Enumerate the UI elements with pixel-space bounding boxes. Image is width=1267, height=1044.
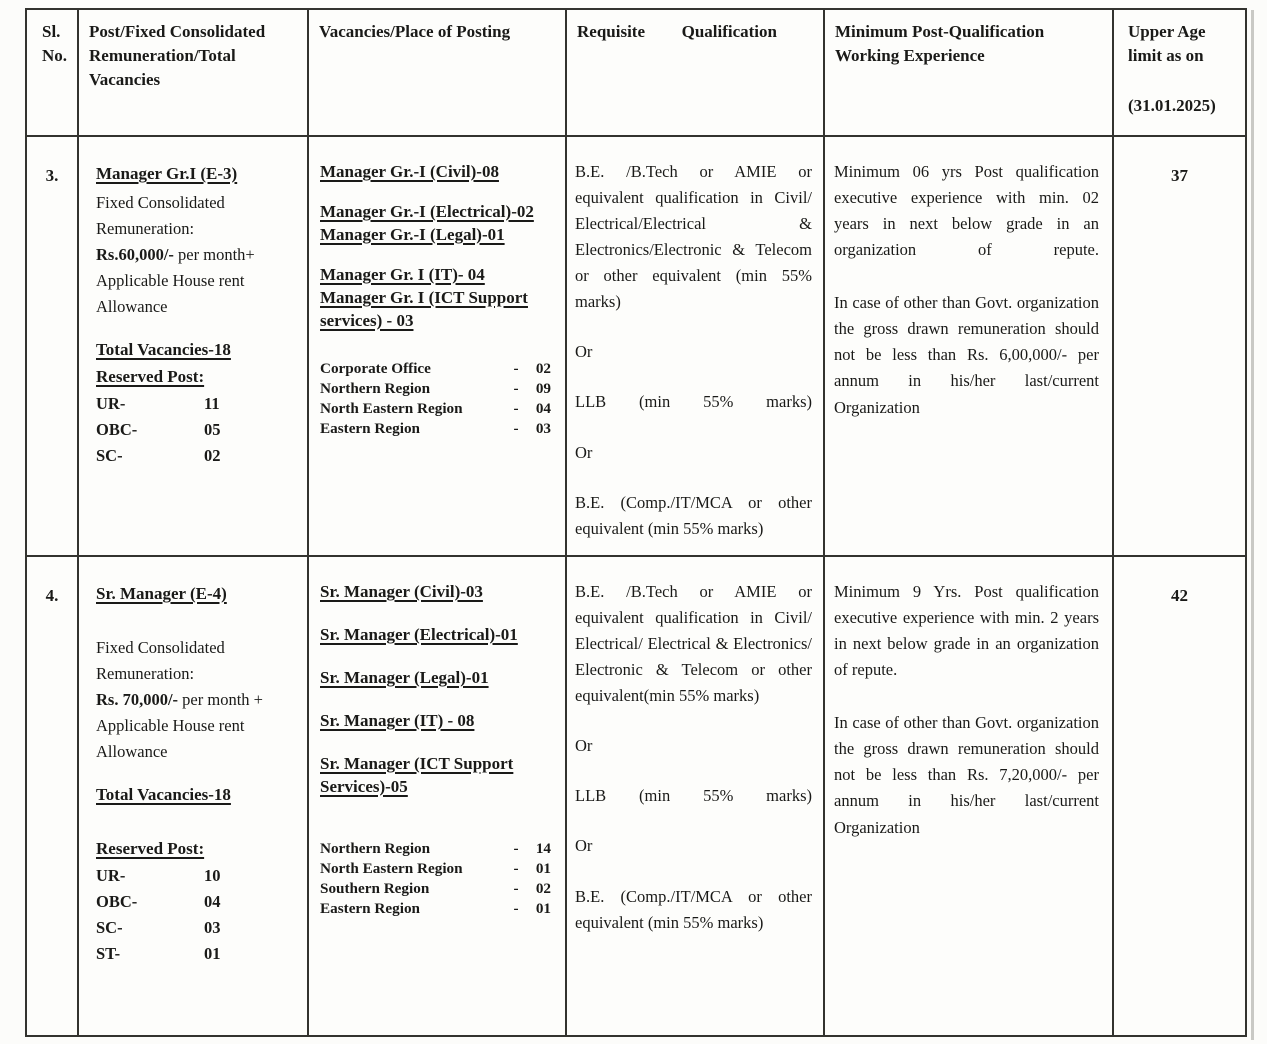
cell-post bbox=[78, 136, 308, 556]
header-cell-vacancies bbox=[308, 9, 566, 136]
posting-item: Sr. Manager (Civil)-03 bbox=[320, 582, 483, 601]
reserved-item bbox=[96, 941, 299, 967]
remuneration-amount-suffix: per month + bbox=[182, 689, 263, 709]
reserved-count: 04 bbox=[204, 891, 221, 911]
region-dash: - bbox=[513, 379, 519, 397]
cell-qualification bbox=[566, 136, 824, 556]
header-qualification-label: Requisite Qualification bbox=[577, 22, 777, 41]
posting-item: Sr. Manager (IT) - 08 bbox=[320, 710, 475, 730]
reserved-count: 10 bbox=[204, 865, 221, 885]
cell-vacancies bbox=[308, 556, 566, 1036]
region-dash: - bbox=[513, 399, 519, 417]
cell-experience bbox=[824, 136, 1113, 556]
region-item bbox=[320, 419, 551, 439]
reserved-count: 01 bbox=[204, 944, 221, 964]
header-post-label: Post/Fixed Consolidated Remuneration/Total Vacancies bbox=[89, 22, 266, 89]
qualification-text bbox=[575, 579, 812, 936]
qualification-paragraph: B.E. /B.Tech or AMIE or equivalent qualification in Civil/ Electrical/Electrical & Electronics/Electronic & Telecom or other equivalent (min 55% marks) bbox=[575, 162, 812, 312]
reserved-category: OBC- bbox=[96, 891, 138, 911]
region-name: Northern Region bbox=[320, 379, 431, 397]
region-dash: - bbox=[513, 419, 519, 437]
allowance-text: Applicable House rent Allowance bbox=[96, 716, 245, 762]
region-count: 14 bbox=[535, 839, 551, 857]
reserved-item bbox=[96, 889, 299, 915]
cell-age bbox=[1113, 556, 1246, 1036]
vacancy-table bbox=[25, 8, 1247, 1037]
remuneration-amount: Rs.60,000/- bbox=[96, 244, 174, 264]
reserved-item bbox=[96, 915, 299, 941]
cell-sl-no bbox=[26, 136, 78, 556]
remuneration-text bbox=[96, 635, 299, 765]
posting-item: Sr. Manager (ICT Support Services)-05 bbox=[320, 753, 514, 796]
reserved-category: UR- bbox=[96, 865, 126, 885]
region-count: 02 bbox=[535, 879, 551, 897]
qualification-paragraph: B.E. /B.Tech or AMIE or equivalent qualification in Civil/ Electrical/ Electrical & Electronics/ Electronic & Telecom or other equivalent(min 55% marks) bbox=[575, 582, 812, 706]
header-cell-qualification bbox=[566, 9, 824, 136]
region-item bbox=[320, 899, 551, 919]
region-count: 04 bbox=[535, 399, 551, 417]
age-value: 42 bbox=[1171, 586, 1188, 605]
qualification-paragraph: LLB (min 55% marks) bbox=[575, 392, 812, 412]
region-item bbox=[320, 399, 551, 419]
region-item bbox=[320, 839, 551, 859]
region-count: 01 bbox=[535, 859, 551, 877]
region-count: 01 bbox=[535, 899, 551, 917]
region-name: Eastern Region bbox=[320, 899, 420, 917]
qualification-text bbox=[575, 159, 812, 542]
posting-item: Manager Gr.-I (Electrical)-02 bbox=[320, 201, 534, 221]
region-count: 03 bbox=[535, 419, 551, 437]
header-age-label-line1: Upper Age limit as on bbox=[1128, 22, 1206, 65]
reserved-count: 02 bbox=[204, 446, 221, 466]
reserved-count: 03 bbox=[204, 918, 221, 938]
cell-post bbox=[78, 556, 308, 1036]
experience-text bbox=[834, 579, 1099, 841]
reserved-item bbox=[96, 391, 299, 417]
header-cell-post bbox=[78, 9, 308, 136]
reserved-category: OBC- bbox=[96, 419, 138, 439]
reserved-list bbox=[96, 863, 299, 967]
experience-paragraph: In case of other than Govt. organization the gross drawn remuneration should not be less than Rs. 7,20,000/- per annum in his/her last/current Organization bbox=[834, 713, 1099, 837]
allowance-text: Applicable House rent Allowance bbox=[96, 271, 245, 317]
header-cell-sl-no bbox=[26, 9, 78, 136]
posting-item: Sr. Manager (Electrical)-01 bbox=[320, 624, 518, 644]
qualification-paragraph: B.E. (Comp./IT/MCA or other equivalent (min 55% marks) bbox=[575, 886, 812, 932]
or-separator: Or bbox=[575, 342, 593, 362]
region-item bbox=[320, 859, 551, 879]
qualification-paragraph: LLB (min 55% marks) bbox=[575, 786, 812, 806]
region-item bbox=[320, 879, 551, 899]
region-name: Southern Region bbox=[320, 879, 430, 897]
region-item bbox=[320, 379, 551, 399]
header-vacancies-label: Vacancies/Place of Posting bbox=[319, 22, 511, 41]
region-dash: - bbox=[513, 839, 519, 857]
qualification-paragraph: B.E. (Comp./IT/MCA or other equivalent (min 55% marks) bbox=[575, 492, 812, 538]
reserved-category: SC- bbox=[96, 446, 123, 466]
reserved-post-label: Reserved Post: bbox=[96, 367, 205, 387]
sl-no-value: 3. bbox=[45, 166, 59, 185]
remuneration-amount: Rs. 70,000/- bbox=[96, 689, 179, 709]
experience-paragraph: In case of other than Govt. organization the gross drawn remuneration should not be less than Rs. 6,00,000/- per annum in his/her last/current Organization bbox=[834, 293, 1099, 417]
sl-no-value: 4. bbox=[45, 586, 59, 605]
reserved-item bbox=[96, 443, 299, 469]
or-separator: Or bbox=[575, 736, 593, 756]
posting-item: Manager Gr.-I (Legal)-01 bbox=[320, 224, 505, 244]
total-vacancies: Total Vacancies-18 bbox=[96, 785, 231, 805]
posting-item: Manager Gr.-I (Civil)-08 bbox=[320, 162, 499, 181]
header-row bbox=[26, 9, 1246, 136]
reserved-count: 11 bbox=[204, 393, 220, 413]
region-list bbox=[320, 359, 551, 439]
header-cell-age bbox=[1113, 9, 1246, 136]
table-row-manager-gr1 bbox=[26, 136, 1246, 556]
cell-experience bbox=[824, 556, 1113, 1036]
reserved-count: 05 bbox=[204, 419, 221, 439]
remuneration-label: Fixed Consolidated Remuneration: bbox=[96, 192, 225, 238]
reserved-post-label: Reserved Post: bbox=[96, 839, 205, 859]
region-dash: - bbox=[513, 859, 519, 877]
cell-sl-no bbox=[26, 556, 78, 1036]
scan-page-edge bbox=[1251, 10, 1254, 1040]
remuneration-amount-suffix: per month+ bbox=[178, 244, 255, 264]
post-title: Sr. Manager (E-4) bbox=[96, 584, 227, 603]
header-cell-experience bbox=[824, 9, 1113, 136]
region-count: 09 bbox=[535, 379, 551, 397]
reserved-category: UR- bbox=[96, 393, 126, 413]
posting-item: Sr. Manager (Legal)-01 bbox=[320, 667, 489, 687]
or-separator: Or bbox=[575, 836, 593, 856]
experience-paragraph: Minimum 06 yrs Post qualification executive experience with min. 02 years in next below grade in an organization of repute. bbox=[834, 162, 1099, 260]
experience-paragraph: Minimum 9 Yrs. Post qualification executive experience with min. 2 years in next below grade in an organization of repute. bbox=[834, 582, 1099, 680]
header-age-date: (31.01.2025) bbox=[1128, 95, 1216, 115]
or-separator: Or bbox=[575, 442, 593, 462]
age-value: 37 bbox=[1171, 166, 1188, 185]
posting-item: Manager Gr. I (ICT Support services) - 03 bbox=[320, 287, 528, 330]
region-name: Corporate Office bbox=[320, 359, 431, 377]
region-dash: - bbox=[513, 359, 519, 377]
region-dash: - bbox=[513, 899, 519, 917]
reserved-category: ST- bbox=[96, 944, 121, 964]
region-name: North Eastern Region bbox=[320, 399, 463, 417]
posting-item: Manager Gr. I (IT)- 04 bbox=[320, 264, 485, 284]
table-row-sr-manager bbox=[26, 556, 1246, 1036]
cell-age bbox=[1113, 136, 1246, 556]
region-list bbox=[320, 839, 551, 919]
region-item bbox=[320, 359, 551, 379]
region-dash: - bbox=[513, 879, 519, 897]
remuneration-label: Fixed Consolidated Remuneration: bbox=[96, 637, 225, 683]
reserved-list bbox=[96, 391, 299, 469]
region-name: Northern Region bbox=[320, 839, 431, 857]
region-name: Eastern Region bbox=[320, 419, 420, 437]
experience-text bbox=[834, 159, 1099, 421]
total-vacancies: Total Vacancies-18 bbox=[96, 340, 231, 360]
region-name: North Eastern Region bbox=[320, 859, 463, 877]
remuneration-text bbox=[96, 190, 299, 320]
cell-qualification bbox=[566, 556, 824, 1036]
reserved-item bbox=[96, 417, 299, 443]
region-count: 02 bbox=[535, 359, 551, 377]
header-experience-label: Minimum Post-Qualification Working Experience bbox=[835, 22, 1045, 65]
cell-vacancies bbox=[308, 136, 566, 556]
reserved-category: SC- bbox=[96, 918, 123, 938]
post-title: Manager Gr.I (E-3) bbox=[96, 164, 238, 183]
reserved-item bbox=[96, 863, 299, 889]
header-sl-no-label: Sl. No. bbox=[42, 22, 68, 65]
